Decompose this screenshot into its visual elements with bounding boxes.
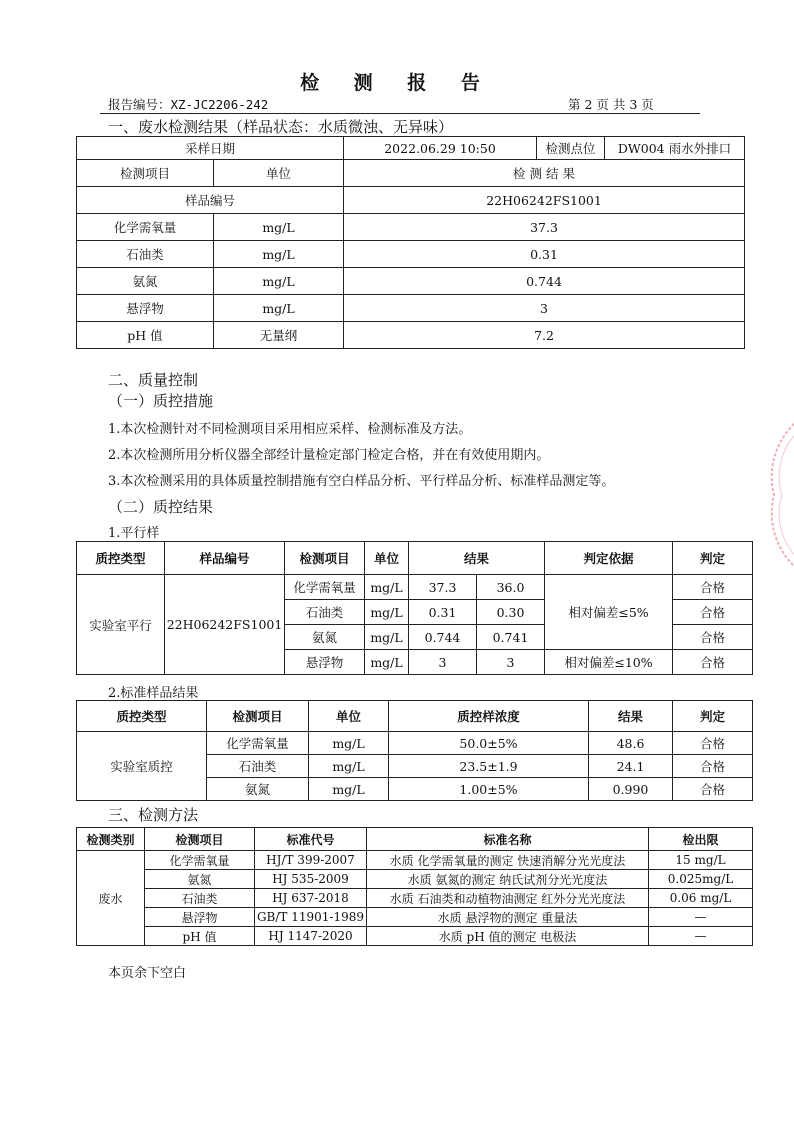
limit-cell: 15 mg/L (649, 851, 753, 870)
header-cell: 检测类别 (77, 828, 145, 851)
table-header-row (77, 701, 753, 732)
table-row (77, 322, 745, 349)
code-cell: GB/T 11901-1989 (255, 908, 367, 927)
measure-3: 3.本次检测采用的具体质量控制措施有空白样品分析、平行样品分析、标准样品测定等。 (108, 474, 615, 489)
verdict-cell: 合格 (673, 600, 753, 625)
unit-cell: mg/L (214, 268, 344, 295)
unit-cell: mg/L (214, 214, 344, 241)
code-cell: HJ/T 399-2007 (255, 851, 367, 870)
section2-heading: 二、质量控制 (108, 371, 199, 389)
page-indicator: 第 2 页 共 3 页 (568, 97, 654, 112)
qc-type-cell: 实验室质控 (77, 732, 207, 801)
unit-cell: mg/L (214, 241, 344, 268)
table-row (77, 187, 745, 214)
name-cell: 水质 化学需氧量的测定 快速消解分光光度法 (367, 851, 649, 870)
wastewater-result-table (76, 136, 745, 349)
name-cell: 水质 pH 值的测定 电极法 (367, 927, 649, 946)
unit-cell: mg/L (365, 575, 409, 600)
unit-cell: mg/L (365, 600, 409, 625)
point-value: DW004 雨水外排口 (605, 137, 745, 160)
table-header-row (77, 828, 753, 851)
item-cell: 氨氮 (285, 625, 365, 650)
table-row (77, 870, 753, 889)
table-header-row (77, 542, 753, 575)
sample-date-value: 2022.06.29 10:50 (344, 137, 537, 160)
header-cell: 判定 (673, 701, 753, 732)
header-cell: 检测项目 (207, 701, 309, 732)
item-cell: 化学需氧量 (145, 851, 255, 870)
verdict-cell: 合格 (673, 575, 753, 600)
code-cell: HJ 535-2009 (255, 870, 367, 889)
section2-sub1: （一）质控措施 (108, 392, 214, 410)
unit-cell: 无量纲 (214, 322, 344, 349)
report-number: 报告编号：XZ-JC2206-242 (108, 97, 269, 112)
result-cell: 0.744 (344, 268, 745, 295)
point-label: 检测点位 (537, 137, 605, 160)
result1-cell: 37.3 (409, 575, 477, 600)
code-cell: HJ 637-2018 (255, 889, 367, 908)
item-cell: 悬浮物 (285, 650, 365, 675)
qc-type-cell: 实验室平行 (77, 575, 165, 675)
verdict-cell: 合格 (673, 778, 753, 801)
parallel-title: 1.平行样 (108, 526, 160, 541)
unit-cell: mg/L (309, 732, 389, 755)
report-title: 检 测 报 告 (300, 72, 494, 94)
item-cell: 悬浮物 (145, 908, 255, 927)
verdict-cell: 合格 (673, 650, 753, 675)
sample-no-cell: 22H06242FS1001 (165, 575, 285, 675)
result2-cell: 0.741 (477, 625, 545, 650)
table-row (77, 851, 753, 870)
header-cell: 单位 (309, 701, 389, 732)
name-cell: 水质 石油类和动植物油测定 红外分光光度法 (367, 889, 649, 908)
limit-cell: — (649, 927, 753, 946)
col-item-header (77, 160, 214, 187)
table-row (77, 241, 745, 268)
header-cell: 单位 (365, 542, 409, 575)
header-cell: 标准名称 (367, 828, 649, 851)
item-cell: pH 值 (77, 322, 214, 349)
parallel-sample-table (76, 541, 753, 675)
code-cell: HJ 1147-2020 (255, 927, 367, 946)
measure-1: 1.本次检测针对不同检测项目采用相应采样、检测标准及方法。 (108, 422, 472, 437)
item-cell: 悬浮物 (77, 295, 214, 322)
measure-2: 2.本次检测所用分析仪器全部经计量检定部门检定合格，并在有效使用期内。 (108, 448, 550, 463)
unit-cell: mg/L (365, 625, 409, 650)
header-cell: 判定依据 (545, 542, 673, 575)
table-row (77, 137, 745, 160)
sample-no-value: 22H06242FS1001 (344, 187, 745, 214)
header-cell: 质控样浓度 (389, 701, 589, 732)
header-cell: 质控类型 (77, 542, 165, 575)
table-row (77, 908, 753, 927)
basis-cell: 相对偏差≤10% (545, 650, 673, 675)
section2-sub2: （二）质控结果 (108, 498, 214, 516)
col-result-header: 检 测 结 果 (344, 160, 745, 187)
header-cell: 结果 (409, 542, 545, 575)
item-cell: pH 值 (145, 927, 255, 946)
table-row (77, 160, 745, 187)
category-cell: 废水 (77, 851, 145, 946)
unit-cell: mg/L (214, 295, 344, 322)
item-cell: 石油类 (285, 600, 365, 625)
unit-cell: mg/L (365, 650, 409, 675)
col-unit-header: 单位 (214, 160, 344, 187)
conc-cell: 23.5±1.9 (389, 755, 589, 778)
basis-cell: 相对偏差≤5% (545, 575, 673, 650)
table-row (77, 575, 753, 600)
result2-cell: 3 (477, 650, 545, 675)
conc-cell: 1.00±5% (389, 778, 589, 801)
result1-cell: 0.744 (409, 625, 477, 650)
header-cell: 标准代号 (255, 828, 367, 851)
header-cell: 检出限 (649, 828, 753, 851)
result2-cell: 36.0 (477, 575, 545, 600)
method-table (76, 827, 753, 946)
item-cell: 化学需氧量 (77, 214, 214, 241)
name-cell: 水质 悬浮物的测定 重量法 (367, 908, 649, 927)
header-cell: 判定 (673, 542, 753, 575)
section1-heading: 一、废水检测结果（样品状态：水质微浊、无异味） (108, 118, 454, 136)
verdict-cell: 合格 (673, 732, 753, 755)
item-cell: 石油类 (145, 889, 255, 908)
item-cell: 氨氮 (145, 870, 255, 889)
table-row (77, 889, 753, 908)
verdict-cell: 合格 (673, 625, 753, 650)
name-cell: 水质 氨氮的测定 纳氏试剂分光光度法 (367, 870, 649, 889)
result2-cell: 0.30 (477, 600, 545, 625)
sample-no-label: 样品编号 (77, 187, 344, 214)
result-cell: 37.3 (344, 214, 745, 241)
col-item-label: 检测项目 (119, 166, 170, 181)
sample-date-label: 采样日期 (77, 137, 344, 160)
unit-cell: mg/L (309, 778, 389, 801)
result1-cell: 0.31 (409, 600, 477, 625)
header-cell: 质控类型 (77, 701, 207, 732)
result-cell: 0.31 (344, 241, 745, 268)
item-cell: 石油类 (207, 755, 309, 778)
table-row (77, 295, 745, 322)
header-cell: 样品编号 (165, 542, 285, 575)
header-cell: 结果 (589, 701, 673, 732)
result-cell: 7.2 (344, 322, 745, 349)
result-cell: 48.6 (589, 732, 673, 755)
item-cell: 氨氮 (77, 268, 214, 295)
item-cell: 石油类 (77, 241, 214, 268)
table-row (77, 732, 753, 755)
result1-cell: 3 (409, 650, 477, 675)
limit-cell: 0.025mg/L (649, 870, 753, 889)
blank-note: 本页余下空白 (108, 966, 187, 981)
table-row (77, 268, 745, 295)
verdict-cell: 合格 (673, 755, 753, 778)
unit-cell: mg/L (309, 755, 389, 778)
item-cell: 化学需氧量 (285, 575, 365, 600)
table-row (77, 214, 745, 241)
header-divider (100, 113, 700, 114)
section3-heading: 三、检测方法 (108, 806, 199, 824)
result-cell: 3 (344, 295, 745, 322)
standard-sample-table (76, 700, 753, 801)
item-cell: 氨氮 (207, 778, 309, 801)
seal-stamp (760, 420, 794, 570)
header-cell: 检测项目 (285, 542, 365, 575)
limit-cell: — (649, 908, 753, 927)
item-cell: 化学需氧量 (207, 732, 309, 755)
std-title: 2.标准样品结果 (108, 686, 199, 701)
result-cell: 0.990 (589, 778, 673, 801)
table-row (77, 927, 753, 946)
header-cell: 检测项目 (145, 828, 255, 851)
limit-cell: 0.06 mg/L (649, 889, 753, 908)
result-cell: 24.1 (589, 755, 673, 778)
conc-cell: 50.0±5% (389, 732, 589, 755)
